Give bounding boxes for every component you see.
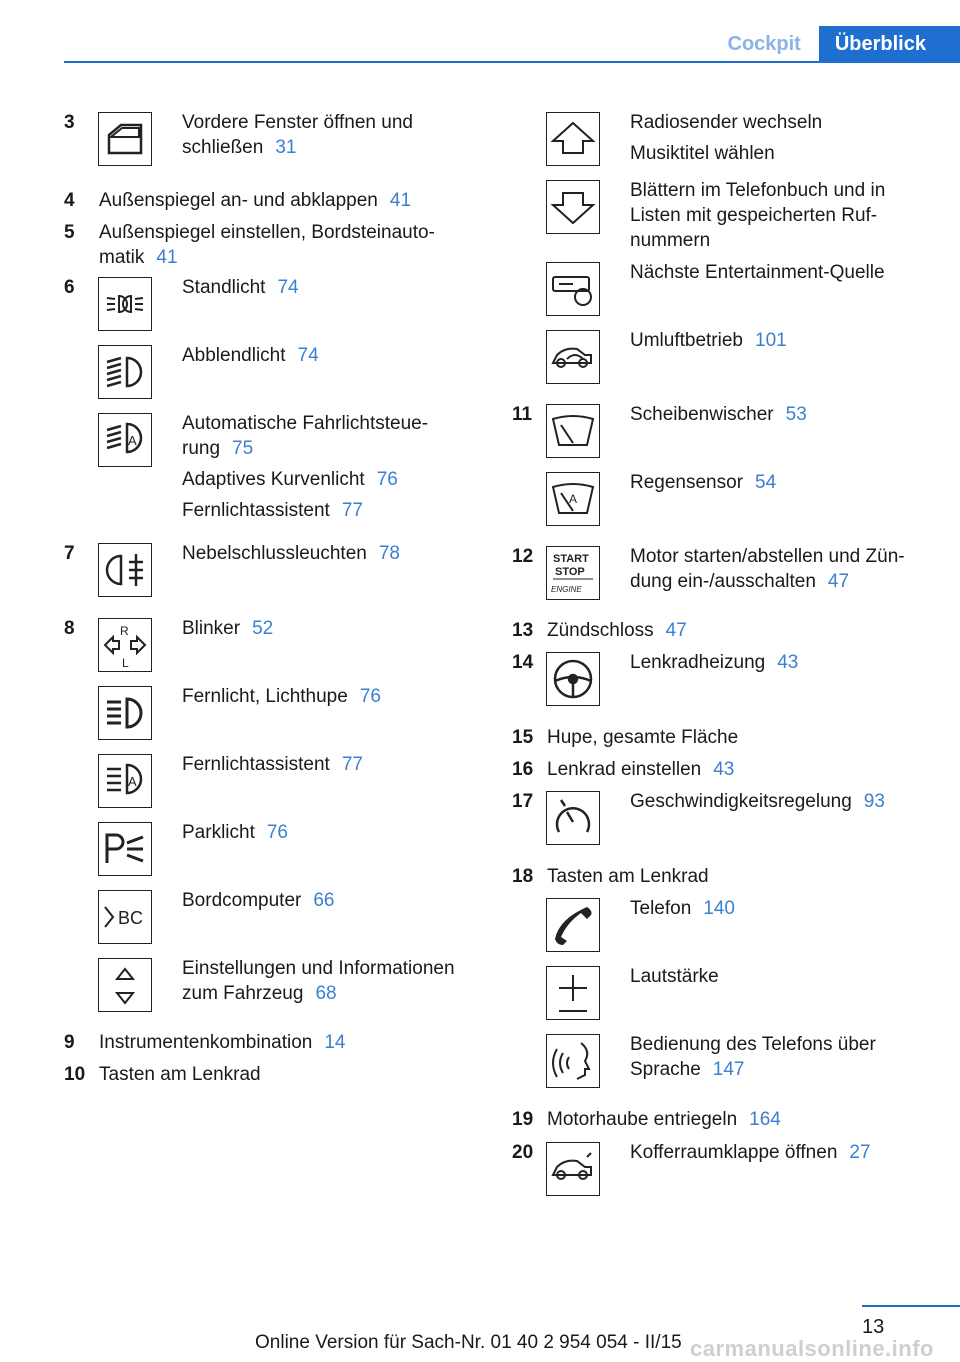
entry-line	[630, 328, 932, 353]
icon-entry	[512, 789, 932, 814]
page-reference-link[interactable]: 43	[777, 652, 799, 673]
item-label: Parklicht	[182, 822, 255, 843]
item-label: Motor starten/abstellen und Zün-dung ein-/ausschalten	[630, 546, 905, 592]
list-item	[512, 618, 932, 643]
item-label: Geschwindigkeitsregelung	[630, 791, 852, 812]
item-label: Lautstärke	[630, 966, 719, 987]
icon-entry	[512, 402, 932, 427]
page-reference-link[interactable]: 41	[389, 190, 412, 211]
list-item	[64, 1030, 474, 1055]
list-item	[64, 343, 474, 368]
list-item	[512, 402, 932, 427]
parking-light-icon	[98, 277, 152, 331]
item-label: Adaptives Kurvenlicht	[182, 469, 365, 490]
item-text	[512, 618, 932, 643]
list-item	[64, 616, 474, 670]
page-reference-link[interactable]: 52	[252, 618, 274, 639]
item-label: Außenspiegel einstellen, Bordsteinauto-matik	[99, 222, 435, 268]
page-reference-link[interactable]: 75	[232, 438, 254, 459]
page-reference-link[interactable]: 31	[275, 137, 297, 158]
item-label: Hupe, gesamte Fläche	[547, 727, 739, 748]
list-item	[512, 544, 932, 594]
start-stop-icon	[546, 546, 600, 600]
page-reference-link[interactable]: 77	[341, 500, 363, 521]
icon-entry	[512, 110, 932, 166]
list-item	[64, 752, 474, 789]
list-item	[64, 220, 474, 270]
item-label: Fernlichtassistent	[182, 500, 330, 521]
list-item	[64, 411, 474, 523]
item-number: 6	[64, 277, 75, 298]
item-label: Telefon	[630, 898, 692, 919]
entry-line	[630, 402, 932, 427]
list-item	[512, 789, 932, 814]
list-item	[64, 888, 474, 928]
item-label: Blinker	[182, 618, 241, 639]
icon-entry	[512, 1032, 932, 1082]
item-number: 8	[64, 618, 75, 639]
item-number: 12	[512, 546, 534, 567]
icon-entry	[512, 964, 932, 989]
entry-line	[182, 752, 474, 777]
entry-line	[630, 1032, 932, 1082]
entry-line	[630, 260, 932, 285]
page-reference-link[interactable]: 66	[313, 890, 335, 911]
icon-entry	[512, 650, 932, 675]
icon-entry	[64, 110, 474, 160]
page-reference-link[interactable]: 41	[156, 247, 178, 268]
svg-text:STOP: STOP	[555, 566, 585, 578]
item-label: Abblendlicht	[182, 345, 286, 366]
list-item	[512, 864, 932, 889]
item-label: Standlicht	[182, 277, 266, 298]
page-reference-link[interactable]: 68	[315, 983, 337, 1004]
watermark: carmanualsonline.info	[690, 1336, 934, 1361]
item-number: 4	[64, 190, 75, 211]
svg-text:ENGINE: ENGINE	[551, 585, 582, 594]
icon-entry	[64, 888, 474, 928]
item-number: 14	[512, 652, 534, 673]
icon-entry	[64, 275, 474, 300]
entry-line	[630, 1140, 932, 1165]
item-label: Motorhaube entriegeln	[547, 1109, 738, 1130]
list-item	[512, 1107, 932, 1132]
page-reference-link[interactable]: 93	[863, 791, 885, 812]
item-label: Nächste Entertainment-Quelle	[630, 262, 885, 283]
auto-light-icon	[98, 413, 152, 467]
up-down-icon	[98, 958, 152, 1012]
list-item	[512, 110, 932, 166]
page-reference-link[interactable]: 164	[749, 1109, 781, 1130]
list-item	[512, 896, 932, 921]
list-item	[64, 110, 474, 160]
header-divider	[64, 61, 960, 63]
entry-line	[182, 820, 474, 845]
entry-line	[182, 956, 474, 1006]
item-label: Regensensor	[630, 472, 744, 493]
item-label: Automatische Fahrlichtsteue-rung	[182, 413, 429, 459]
svg-text:A: A	[128, 774, 137, 789]
item-label: Blättern im Telefonbuch und in Listen mit gespeicherten Ruf-nummern	[630, 180, 886, 251]
item-label: Einstellungen und Informationen zum Fahrzeug	[182, 958, 455, 1004]
entry-line	[182, 411, 474, 461]
turn-signal-icon	[98, 618, 152, 672]
item-label: Außenspiegel an- und abklappen	[99, 190, 378, 211]
icon-entry	[512, 1140, 932, 1165]
item-number: 20	[512, 1142, 534, 1163]
item-text	[512, 725, 932, 750]
item-text	[512, 864, 932, 889]
page-reference-link[interactable]: 147	[712, 1059, 745, 1080]
icon-entry	[64, 343, 474, 368]
item-number: 3	[64, 112, 75, 133]
cruise-control-icon	[546, 791, 600, 845]
trunk-icon	[546, 1142, 600, 1196]
item-number: 5	[64, 222, 75, 243]
page-reference-link[interactable]: 47	[665, 620, 687, 641]
item-label: Scheibenwischer	[630, 404, 774, 425]
icon-entry	[512, 470, 932, 506]
entry-line	[630, 896, 932, 921]
item-label: Zündschloss	[547, 620, 654, 641]
window-icon	[98, 112, 152, 166]
parking-lamp-icon	[98, 822, 152, 876]
page-reference-link[interactable]: 53	[785, 404, 807, 425]
list-item	[512, 757, 932, 782]
item-number: 17	[512, 791, 534, 812]
entry-line	[630, 178, 932, 253]
icon-entry	[64, 616, 474, 670]
entry-line	[182, 684, 474, 709]
item-label: Musiktitel wählen	[630, 143, 775, 164]
list-item	[512, 1140, 932, 1165]
phone-icon	[546, 898, 600, 952]
page-number: 13	[862, 1316, 885, 1338]
icon-entry	[512, 896, 932, 921]
high-beam-icon	[98, 686, 152, 740]
page-reference-link[interactable]: 47	[827, 571, 850, 592]
list-item	[64, 820, 474, 845]
page-reference-link[interactable]: 27	[849, 1142, 871, 1163]
list-item	[512, 964, 932, 989]
item-label: Fernlichtassistent	[182, 754, 330, 775]
svg-text:A: A	[569, 492, 578, 506]
wiper-icon	[546, 404, 600, 458]
entry-line	[182, 888, 474, 913]
entry-line	[630, 544, 932, 594]
svg-text:BC: BC	[118, 908, 144, 928]
entry-line	[182, 110, 474, 160]
item-text	[64, 1062, 474, 1087]
item-label: Umluftbetrieb	[630, 330, 743, 351]
volume-icon	[546, 966, 600, 1020]
tab-cockpit[interactable]: Cockpit	[710, 26, 819, 62]
svg-text:R: R	[120, 624, 129, 638]
entry-line	[182, 498, 474, 523]
item-label: Nebelschlussleuchten	[182, 543, 367, 564]
entry-line	[182, 541, 474, 566]
page-reference-link[interactable]: 74	[277, 277, 299, 298]
page-reference-link[interactable]: 101	[755, 330, 787, 351]
item-number: 15	[512, 727, 534, 748]
svg-text:A: A	[128, 433, 137, 448]
icon-entry	[64, 411, 474, 523]
entry-line	[630, 470, 932, 495]
icon-entry	[512, 260, 932, 285]
list-item	[512, 260, 932, 285]
voice-icon	[546, 1034, 600, 1088]
icon-entry	[64, 541, 474, 566]
svg-text:L: L	[122, 656, 129, 670]
item-text	[512, 757, 932, 782]
item-label: Bordcomputer	[182, 890, 302, 911]
icon-entry	[64, 752, 474, 789]
list-item	[512, 650, 932, 675]
item-label: Fernlicht, Lichthupe	[182, 686, 348, 707]
arrow-up-icon	[546, 112, 600, 166]
entry-line	[630, 964, 932, 989]
list-item	[64, 188, 474, 213]
item-text	[64, 188, 474, 213]
list-item	[512, 178, 932, 253]
item-label: Kofferraumklappe öffnen	[630, 1142, 838, 1163]
list-item	[64, 684, 474, 709]
list-item	[64, 1062, 474, 1087]
icon-entry	[512, 544, 932, 594]
list-item	[64, 956, 474, 1006]
high-beam-assist-icon	[98, 754, 152, 808]
bc-icon	[98, 890, 152, 944]
page-reference-link[interactable]: 14	[324, 1032, 346, 1053]
entry-line	[630, 141, 932, 166]
entry-line	[182, 467, 474, 492]
entry-line	[182, 343, 474, 368]
steering-heat-icon	[546, 652, 600, 706]
footer-divider	[862, 1305, 960, 1307]
item-number: 10	[64, 1064, 86, 1085]
item-text	[64, 220, 474, 270]
low-beam-icon	[98, 345, 152, 399]
page-reference-link[interactable]: 76	[359, 686, 381, 707]
list-item	[512, 725, 932, 750]
icon-entry	[512, 178, 932, 253]
page-reference-link[interactable]: 77	[341, 754, 363, 775]
arrow-down-icon	[546, 180, 600, 234]
item-text	[64, 1030, 474, 1055]
entry-line	[630, 789, 932, 814]
page-reference-link[interactable]: 78	[378, 543, 400, 564]
item-label: Tasten am Lenkrad	[547, 866, 709, 887]
item-number: 9	[64, 1032, 75, 1053]
entry-line	[630, 110, 932, 135]
entry-line	[182, 616, 474, 641]
item-number: 16	[512, 759, 534, 780]
media-source-icon	[546, 262, 600, 316]
entry-line	[182, 275, 474, 300]
rear-fog-icon	[98, 543, 152, 597]
list-item	[512, 470, 932, 506]
icon-entry	[64, 956, 474, 1006]
item-label: Lenkrad einstellen	[547, 759, 702, 780]
item-number: 7	[64, 543, 75, 564]
page-reference-link[interactable]: 140	[703, 898, 735, 919]
item-label: Vordere Fenster öffnen und schließen	[182, 112, 413, 158]
item-label: Instrumentenkombination	[99, 1032, 313, 1053]
list-item	[512, 1032, 932, 1082]
icon-entry	[64, 820, 474, 845]
item-number: 11	[512, 404, 533, 425]
item-label: Lenkradheizung	[630, 652, 766, 673]
entry-line	[630, 650, 932, 675]
list-item	[64, 275, 474, 300]
icon-entry	[512, 328, 932, 353]
page-reference-link[interactable]: 76	[266, 822, 288, 843]
item-number: 19	[512, 1109, 534, 1130]
online-version-note: Online Version für Sach-Nr. 01 40 2 954 054 - II/15	[255, 1332, 682, 1353]
item-text	[512, 1107, 932, 1132]
page-reference-link[interactable]: 74	[297, 345, 319, 366]
item-label: Tasten am Lenkrad	[99, 1064, 261, 1085]
recirculation-icon	[546, 330, 600, 384]
page-reference-link[interactable]: 43	[713, 759, 735, 780]
item-number: 13	[512, 620, 534, 641]
item-number: 18	[512, 866, 534, 887]
tab-overview[interactable]: Überblick	[819, 26, 960, 62]
svg-text:START: START	[553, 553, 589, 565]
item-label: Bedienung des Telefons über Sprache	[630, 1034, 876, 1080]
page-reference-link[interactable]: 76	[376, 469, 398, 490]
page-reference-link[interactable]: 54	[755, 472, 777, 493]
list-item	[512, 328, 932, 353]
icon-entry	[64, 684, 474, 709]
list-item	[64, 541, 474, 566]
item-label: Radiosender wechseln	[630, 112, 823, 133]
rain-sensor-icon	[546, 472, 600, 526]
header-tabs	[710, 26, 960, 62]
